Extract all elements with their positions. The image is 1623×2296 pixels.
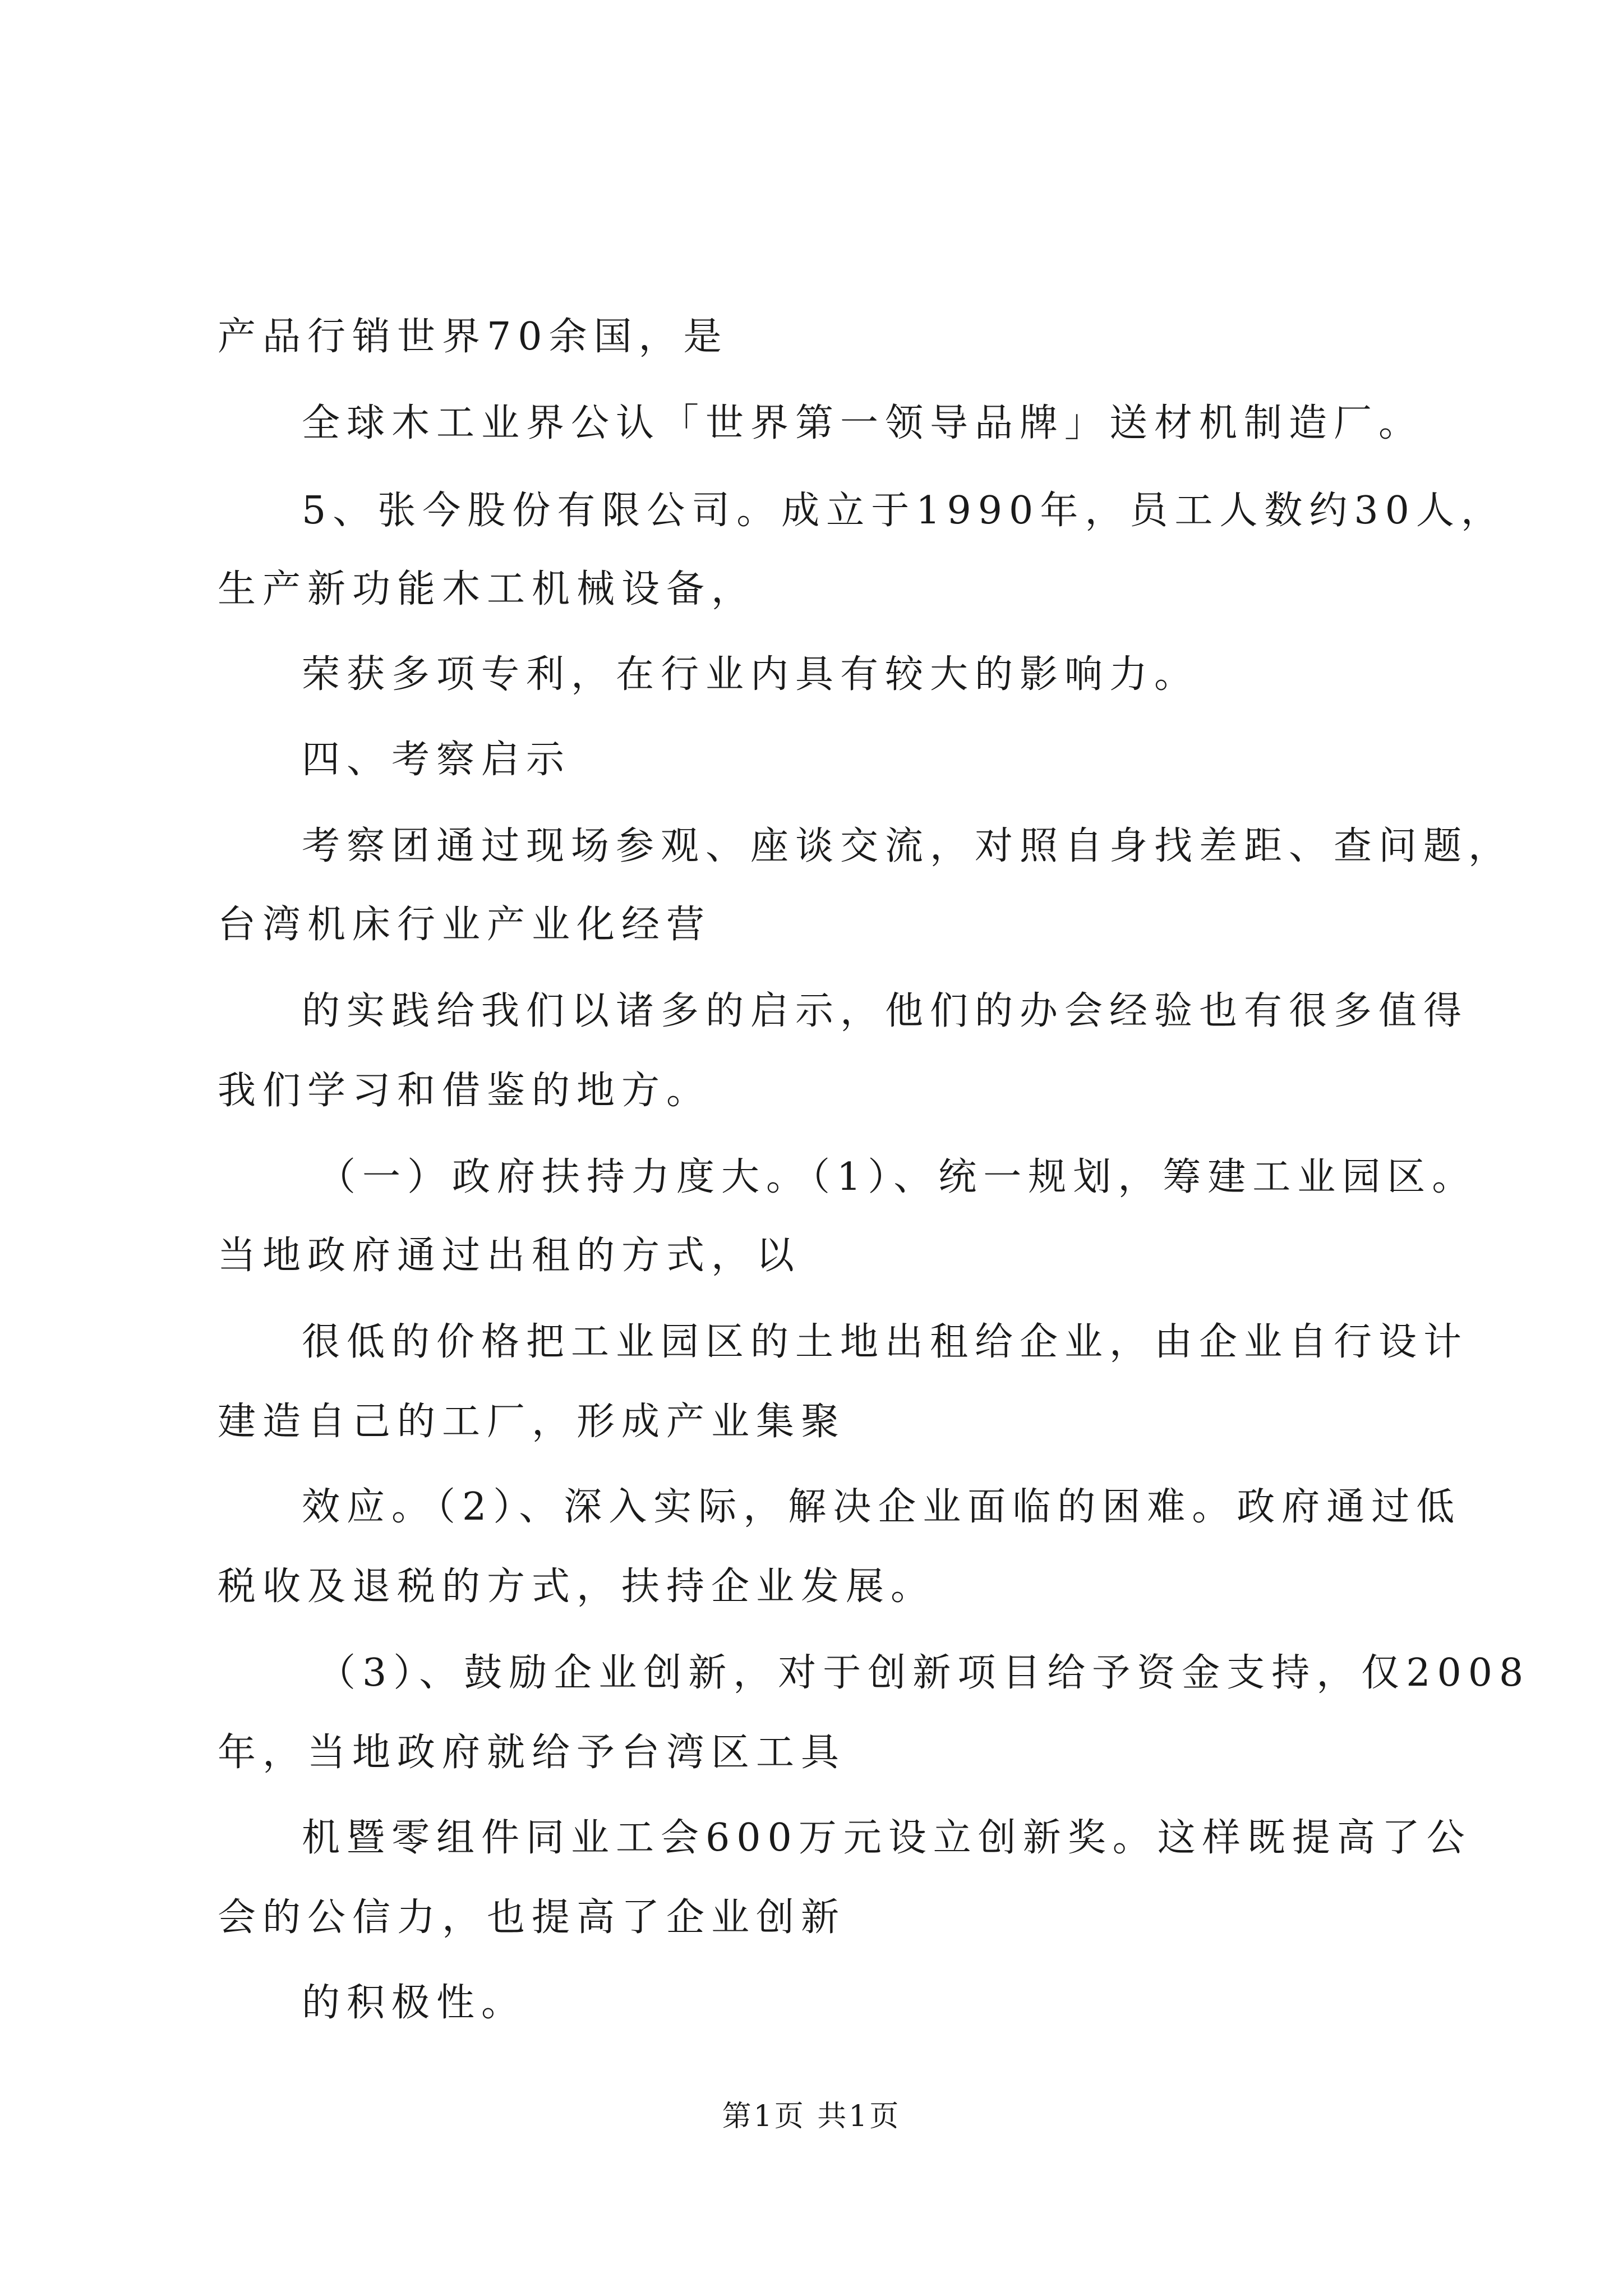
text-line: 全球木工业界公认「世界第一领导品牌」送材机制造厂。: [302, 401, 1424, 445]
text-line: 会的公信力，也提高了企业创新: [218, 1895, 846, 1940]
text-line: 台湾机床行业产业化经营: [218, 903, 712, 947]
text-line: 的实践给我们以诸多的启示，他们的办会经验也有很多值得: [302, 989, 1469, 1033]
text-line: 5、张今股份有限公司。成立于1990年，员工人数约30人，: [302, 489, 1506, 533]
section-heading: 四、考察启示: [302, 738, 571, 782]
text-line: 税收及退税的方式，扶持企业发展。: [218, 1565, 936, 1609]
text-line: 建造自己的工厂，形成产业集聚: [218, 1400, 846, 1444]
text-line: （一）政府扶持力度大。（1）、统一规划，筹建工业园区。: [317, 1155, 1477, 1199]
text-line: 的积极性。: [302, 1981, 527, 2025]
text-line: 很低的价格把工业园区的土地出租给企业，由企业自行设计: [302, 1320, 1469, 1364]
text-line: 考察团通过现场参观、座谈交流，对照自身找差距、查问题，: [302, 824, 1514, 868]
text-line: 生产新功能木工机械设备，: [218, 567, 757, 611]
page-footer: 第1页 共1页: [722, 2100, 901, 2133]
text-line: 荣获多项专利，在行业内具有较大的影响力。: [302, 652, 1200, 697]
text-line: 年，当地政府就给予台湾区工具: [218, 1731, 846, 1775]
text-line: （3）、鼓励企业创新，对于创新项目给予资金支持，仅2008: [317, 1651, 1530, 1695]
text-line: 效应。（2）、深入实际，解决企业面临的困难。政府通过低: [302, 1485, 1461, 1529]
text-line: 当地政府通过出租的方式，以: [218, 1234, 801, 1278]
text-line: 机暨零组件同业工会600万元设立创新奖。这样既提高了公: [302, 1816, 1472, 1860]
text-line: 产品行销世界70余国，是: [218, 315, 728, 359]
text-line: 我们学习和借鉴的地方。: [218, 1069, 712, 1113]
